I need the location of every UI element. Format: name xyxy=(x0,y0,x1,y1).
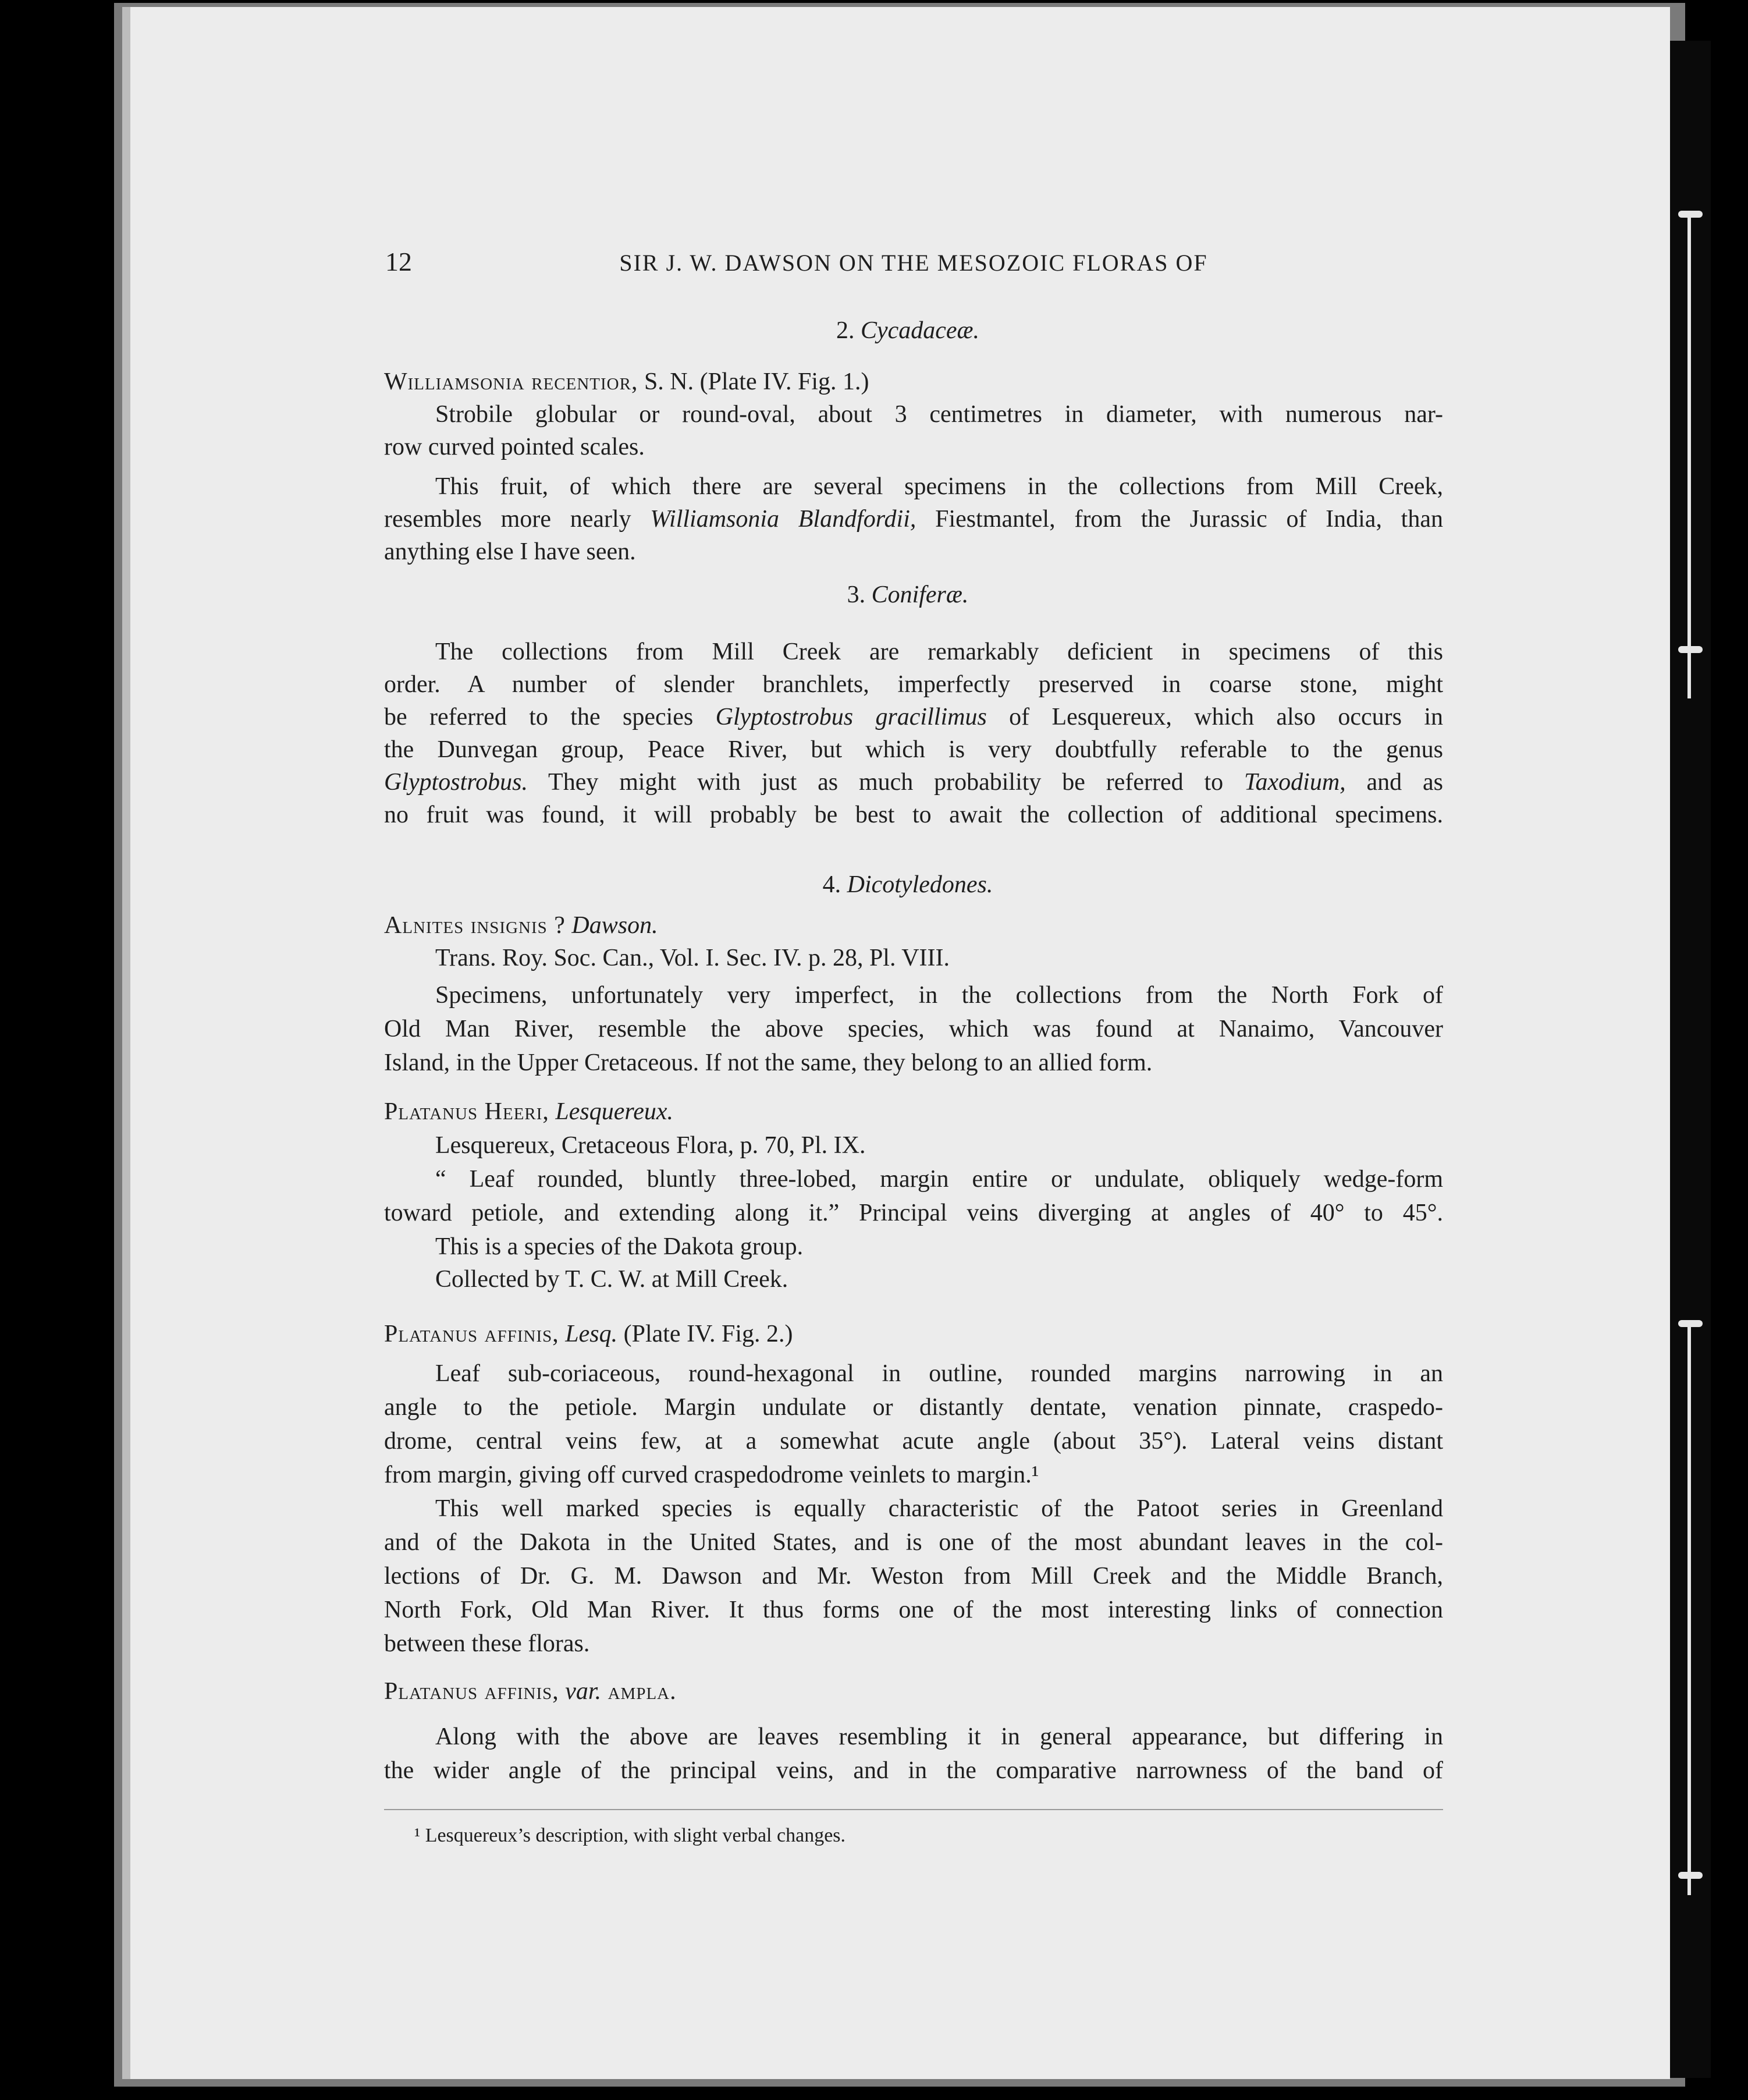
coniferae-line-4: the Dunvegan group, Peace River, but which is very doubtfully referable to the genus xyxy=(384,736,1443,763)
williamsonia-line-1: Strobile globular or round-oval, about 3 centimetres in diameter, with numerous nar- xyxy=(435,401,1443,428)
text-run: Fiestmantel, from the Jurassic of India, than xyxy=(916,506,1443,533)
alnites-reference: Trans. Roy. Soc. Can., Vol. I. Sec. IV. p. 28, Pl. VIII. xyxy=(435,945,950,971)
ampla-title xyxy=(384,1676,677,1707)
williamsonia-title xyxy=(384,367,869,397)
footnote-rule xyxy=(384,1809,1443,1810)
heeri-line-4: Collected by T. C. W. at Mill Creek. xyxy=(435,1266,788,1293)
species-name: Platanus Heeri, xyxy=(384,1098,549,1125)
species-name: Platanus affinis, xyxy=(384,1678,559,1705)
heading-number: 2. xyxy=(836,317,855,344)
coniferae-line-5 xyxy=(384,767,1443,797)
alnites-title xyxy=(384,910,658,941)
coniferae-line-1: The collections from Mill Creek are remarkably deficient in specimens of this xyxy=(435,638,1443,665)
heeri-title xyxy=(384,1097,673,1127)
coniferae-line-2: order. A number of slender branchlets, imperfectly preserved in coarse stone, might xyxy=(384,671,1443,698)
alnites-line-2: Old Man River, resemble the above species, which was found at Nanaimo, Vancouver xyxy=(384,1016,1443,1042)
text-run: of Lesquereux, which also occurs in xyxy=(986,704,1443,730)
heading-name: Coniferæ. xyxy=(871,581,969,608)
williamsonia-line-4 xyxy=(384,504,1443,534)
heading-coniferae xyxy=(384,580,1431,610)
page-number: 12 xyxy=(385,247,412,276)
running-head: SIR J. W. DAWSON ON THE MESOZOIC FLORAS OF xyxy=(619,250,1208,276)
heading-name: Cycadaceæ. xyxy=(860,317,980,344)
heading-number: 4. xyxy=(822,871,841,898)
text-run: be referred to the species xyxy=(384,704,716,730)
affinis-line-4: from margin, giving off curved craspedodrome veinlets to margin.¹ xyxy=(384,1462,1039,1488)
species-ref: (Plate IV. Fig. 2.) xyxy=(617,1321,793,1347)
affinis-line-3: drome, central veins few, at a somewhat acute angle (about 35°). Lateral veins distant xyxy=(384,1428,1443,1455)
coniferae-line-3 xyxy=(384,702,1443,732)
species-author: Lesquereux. xyxy=(555,1098,673,1125)
species-name: Platanus affinis, xyxy=(384,1321,559,1347)
heading-name: Dicotyledones. xyxy=(847,871,993,898)
variety-name: ampla. xyxy=(601,1678,677,1705)
ampla-line-2: the wider angle of the principal veins, and in the comparative narrowness of the band of xyxy=(384,1757,1443,1784)
text-run: resembles more nearly xyxy=(384,506,651,533)
alnites-line-1: Specimens, unfortunately very imperfect, in the collections from the North Fork of xyxy=(435,982,1443,1009)
heeri-line-2: toward petiole, and extending along it.” Principal veins diverging at angles of 40° to 45°. xyxy=(384,1200,1443,1226)
heeri-line-3: This is a species of the Dakota group. xyxy=(435,1233,804,1260)
species-author: Lesq. xyxy=(565,1321,618,1347)
taxon-italic: Glyptostrobus gracillimus xyxy=(715,704,987,730)
heading-cycadaceae xyxy=(384,315,1431,346)
affinis-line-8: North Fork, Old Man River. It thus forms one of the most interesting links of connection xyxy=(384,1597,1443,1623)
williamsonia-line-2: row curved pointed scales. xyxy=(384,434,645,460)
heeri-reference: Lesquereux, Cretaceous Flora, p. 70, Pl. IX. xyxy=(435,1132,866,1159)
footnote: ¹ Lesquereux’s description, with slight verbal changes. xyxy=(414,1825,846,1846)
species-name: Alnites insignis ? xyxy=(384,912,566,939)
alnites-line-3: Island, in the Upper Cretaceous. If not the same, they belong to an allied form. xyxy=(384,1049,1153,1076)
taxon-italic: Glyptostrobus. xyxy=(384,769,528,796)
affinis-line-7: lections of Dr. G. M. Dawson and Mr. Weston from Mill Creek and the Middle Branch, xyxy=(384,1563,1443,1590)
species-ref: S. N. (Plate IV. Fig. 1.) xyxy=(638,368,869,395)
taxon-italic: Williamsonia Blandfordii, xyxy=(650,506,916,533)
variety-label: var. xyxy=(565,1678,602,1705)
affinis-title xyxy=(384,1319,793,1349)
affinis-line-5: This well marked species is equally characteristic of the Patoot series in Greenland xyxy=(435,1495,1443,1522)
species-name: Williamsonia recentior, xyxy=(384,368,638,395)
heading-number: 3. xyxy=(847,581,866,608)
heading-dicotyledones xyxy=(384,870,1431,900)
species-author: Dawson. xyxy=(571,912,658,939)
ampla-line-1: Along with the above are leaves resembling it in general appearance, but differing in xyxy=(435,1723,1443,1750)
williamsonia-line-5: anything else I have seen. xyxy=(384,538,636,565)
affinis-line-2: angle to the petiole. Margin undulate or distantly dentate, venation pinnate, craspedo- xyxy=(384,1394,1443,1421)
affinis-line-1: Leaf sub-coriaceous, round-hexagonal in outline, rounded margins narrowing in an xyxy=(435,1360,1443,1387)
coniferae-line-6: no fruit was found, it will probably be best to await the collection of additional specimens. xyxy=(384,801,1443,828)
taxon-italic: Taxodium, xyxy=(1244,769,1346,796)
text-run: and as xyxy=(1345,769,1443,796)
affinis-line-6: and of the Dakota in the United States, and is one of the most abundant leaves in the col- xyxy=(384,1529,1443,1556)
text-run: They might with just as much probability be referred to xyxy=(527,769,1244,796)
affinis-line-9: between these floras. xyxy=(384,1630,590,1657)
heeri-line-1: “ Leaf rounded, bluntly three-lobed, margin entire or undulate, obliquely wedge-form xyxy=(435,1166,1443,1193)
williamsonia-line-3: This fruit, of which there are several specimens in the collections from Mill Creek, xyxy=(435,473,1443,500)
